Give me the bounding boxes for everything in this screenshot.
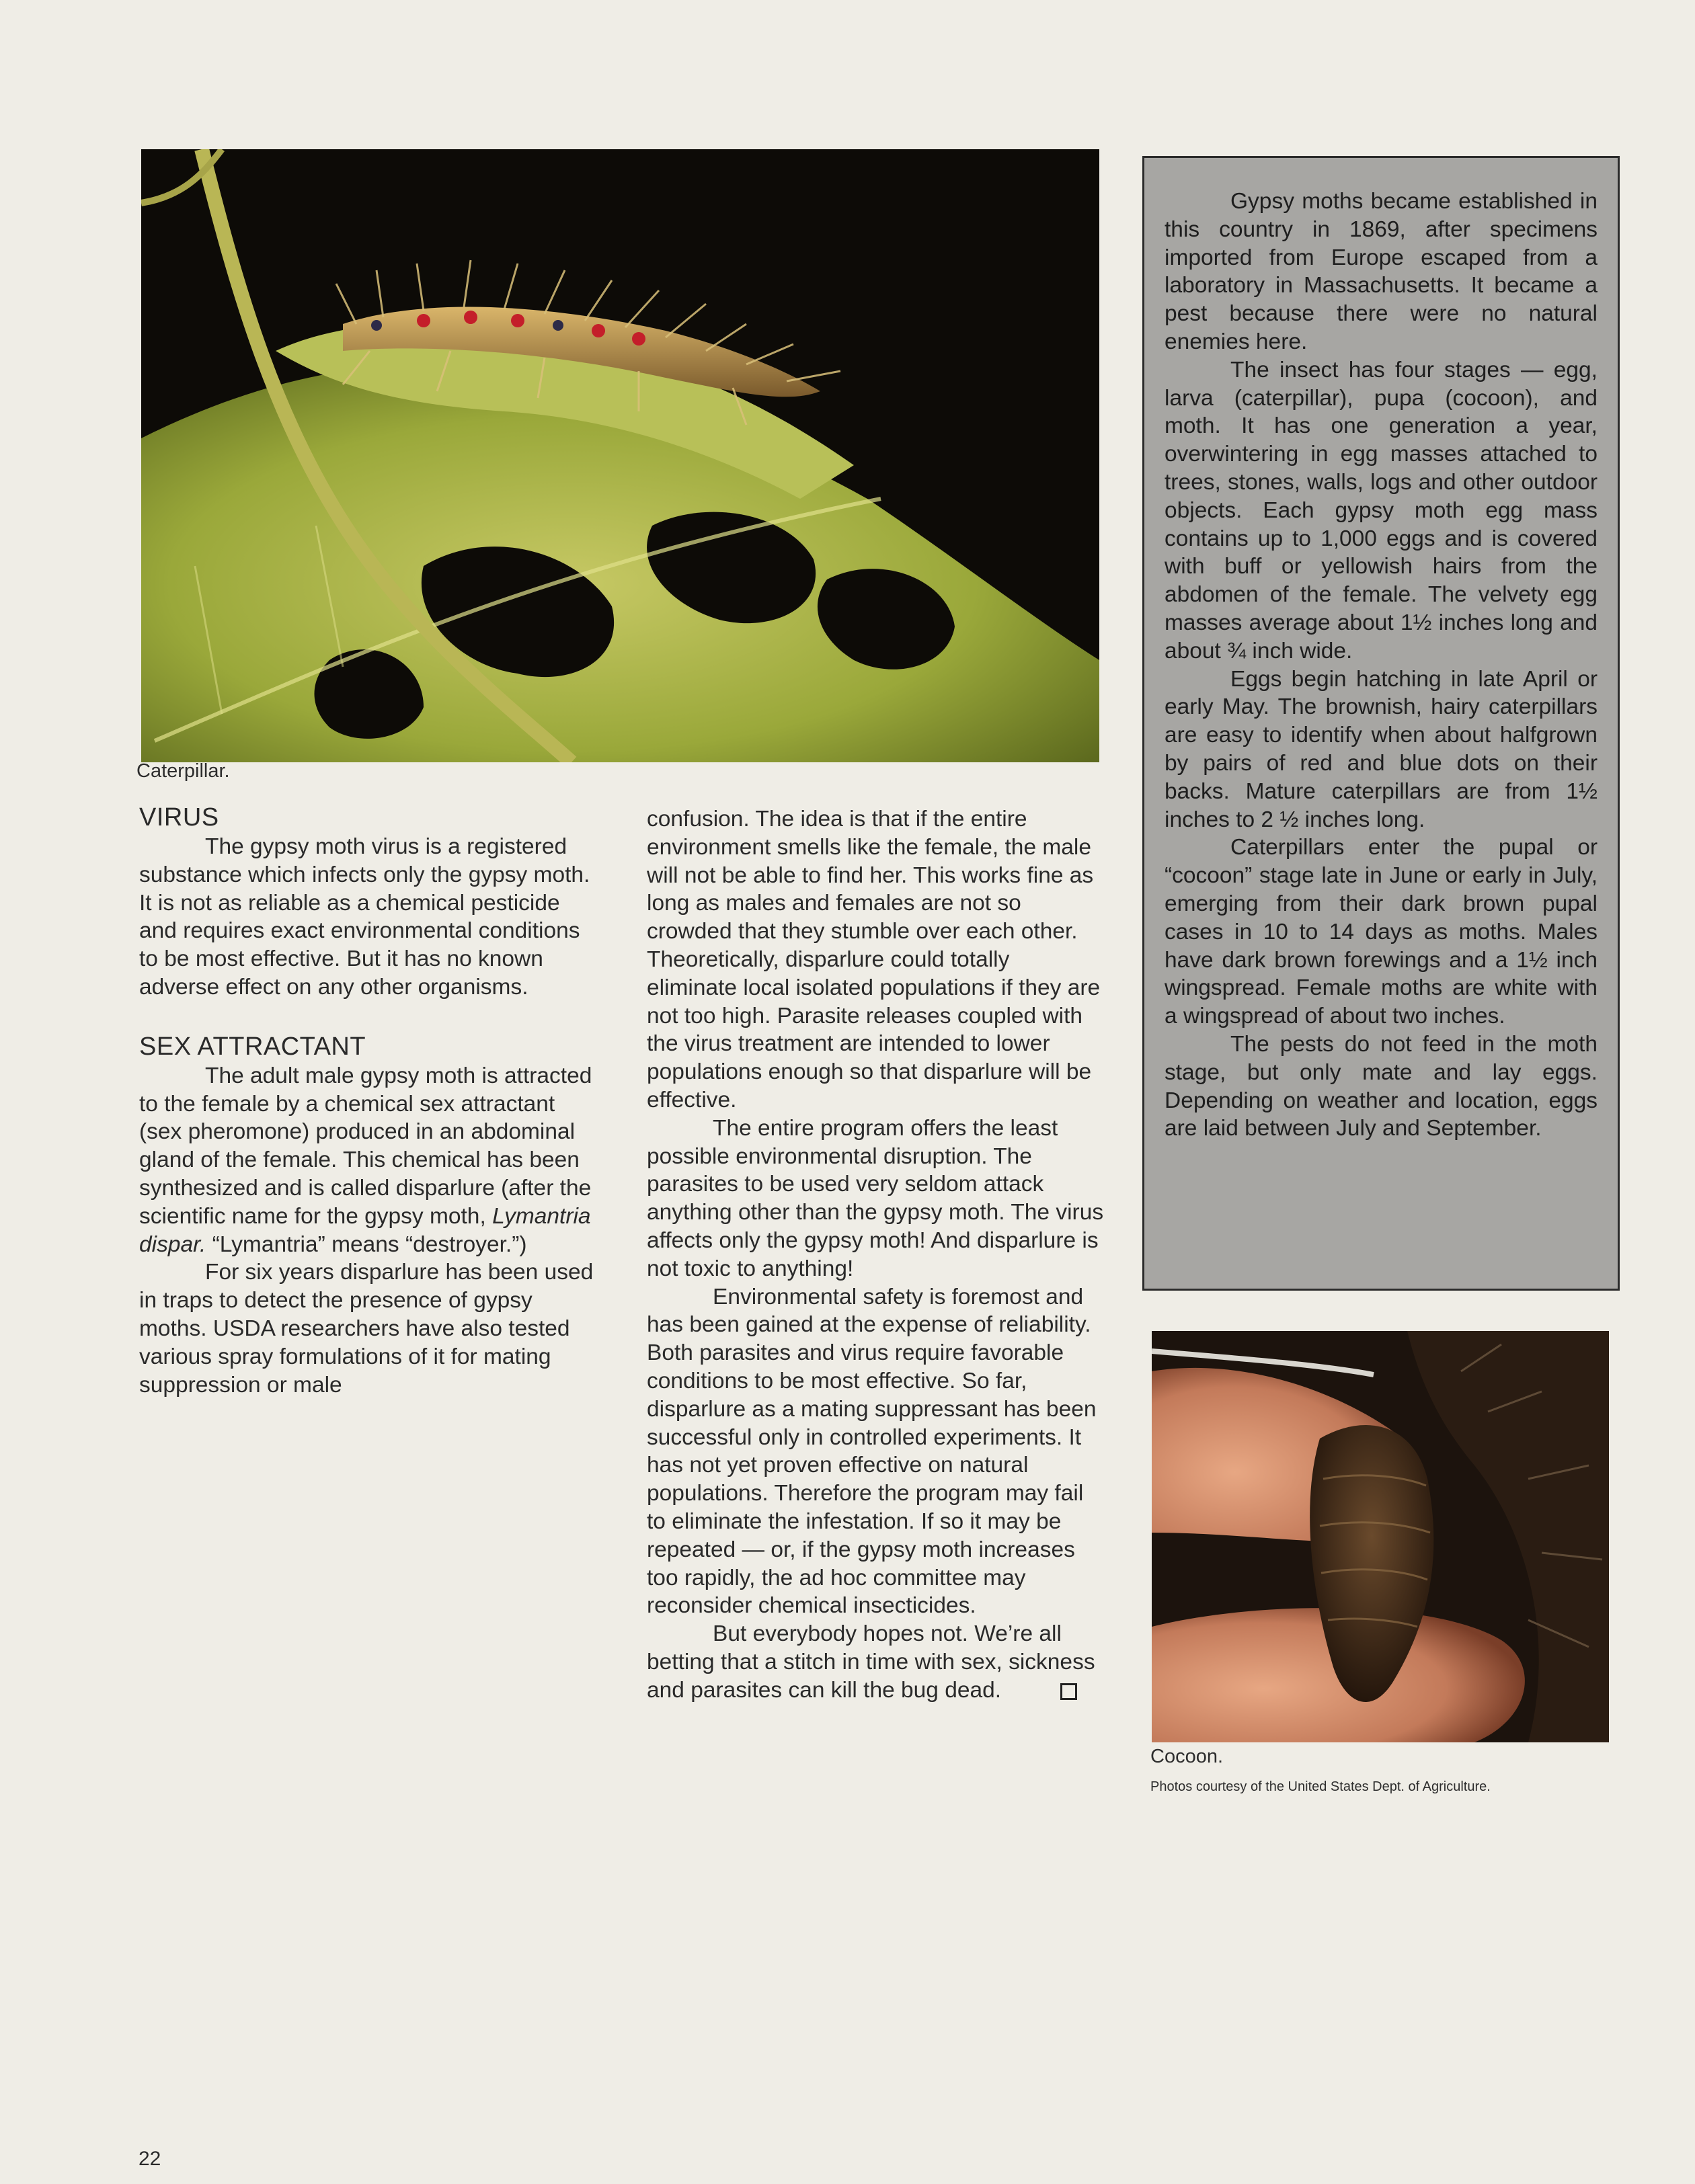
middle-paragraph-4 — [647, 1620, 1104, 1704]
virus-paragraph: The gypsy moth virus is a registered substance which infects only the gypsy moth. It is not as reliable as a chemical pesticide and requires exact environmental conditions to be most effective. But it has no known adverse effect on any other organisms. — [139, 834, 590, 1000]
sex-p1-text-end: “Lymantria” means “destroyer.”) — [206, 1231, 527, 1257]
photo-credit: Photos courtesy of the United States Dept. of Agriculture. — [1150, 1779, 1491, 1794]
caterpillar-caption: Caterpillar. — [136, 760, 230, 782]
sidebar-paragraph-1: Gypsy moths became established in this country in 1869, after specimens imported from Europe escaped from a laboratory in Massachusetts. It became a pest because there were no natural enemies here. — [1165, 189, 1598, 354]
cocoon-caption: Cocoon. — [1150, 1746, 1224, 1767]
middle-paragraph-1: confusion. The idea is that if the entire environment smells like the female, the male will not be able to find her. This works fine as long as males and females are not so crowded that they stumble over each other. Theoretically, disparlure could totally eliminate local isolated populations if they are not too high. Parasite releases coupled with the virus treatment are intended to lower populations enough so that disparlure will be effective. — [647, 807, 1101, 1113]
cocoon-photo — [1152, 1331, 1609, 1742]
sidebar-paragraph-4: Caterpillars enter the pupal or “cocoon” stage late in June or early in July, emerging from their dark brown pupal cases in 10 to 14 days as moths. Males have dark brown forewings and a 1½ inch wingspread. Female moths are white with a wingspread of about two inches. — [1165, 835, 1598, 1029]
disparlure-paragraph: For six years disparlure has been used in traps to detect the presence of gypsy moths. USDA researchers have also tested various spray formulations of it for mating suppression or male — [139, 1260, 594, 1398]
middle-column — [647, 805, 1104, 1705]
middle-paragraph-3: Environmental safety is foremost and has been gained at the expense of reliability. Both parasites and virus require favorable conditions to be most effective. So far, disparlure as a mating suppressant has been successful only in controlled experiments. It has not yet proven effective on natural populations. Therefore the program may fail to eliminate the infestation. If so it may be repeated — or, if the gypsy moth increases too rapidly, the ad hoc committee may reconsider chemical insecticides. — [647, 1284, 1097, 1619]
scientific-name: Lymantria dispar. — [139, 1203, 591, 1257]
cocoon-illustration — [1152, 1331, 1609, 1742]
sex-attractant-paragraph — [139, 1062, 596, 1259]
sex-p1-text: The adult male gypsy moth is attracted to the female by a chemical sex attractant (sex pheromone) produced in an abdominal gland of the female. This chemical has been synthesized and is called disparlure (after the scientific name for the gypsy moth, — [139, 1063, 592, 1229]
history-sidebar — [1142, 156, 1620, 1291]
page-number: 22 — [139, 2148, 161, 2170]
sidebar-paragraph-3: Eggs begin hatching in late April or early May. The brownish, hairy caterpillars are easy to identify when about halfgrown by pairs of red and blue dots on their backs. Mature caterpillars are from 1½ inches to 2 ½ inches long. — [1165, 666, 1598, 832]
middle-paragraph-2: The entire program offers the least possible environmental disruption. The parasites to be used very seldom attack anything other than the gypsy moth. The virus affects only the gypsy moth! And disparlure is not toxic to anything! — [647, 1115, 1104, 1281]
left-column — [139, 802, 596, 1399]
sidebar-paragraph-2: The insect has four stages — egg, larva (caterpillar), pupa (cocoon), and moth. It has one generation a year, overwintering in egg masses attached to trees, stones, walls, logs and other outdoor objects. Each gypsy moth egg mass contains up to 1,000 eggs and is covered with buff or yellowish hairs from the abdomen of the female. The velvety egg masses average about 1½ inches long and about ¾ inch wide. — [1165, 357, 1598, 663]
sex-attractant-heading: SEX ATTRACTANT — [139, 1032, 366, 1061]
caterpillar-photo — [141, 149, 1099, 762]
caterpillar-illustration — [141, 149, 1099, 762]
end-mark-icon — [1060, 1683, 1077, 1700]
sidebar-paragraph-5: The pests do not feed in the moth stage, but only mate and lay eggs. Depending on weather and location, eggs are laid between July and September. — [1165, 1031, 1598, 1141]
closing-text: But everybody hopes not. We’re all betting that a stitch in time with sex, sickness and parasites can kill the bug dead. — [647, 1621, 1095, 1703]
virus-heading: VIRUS — [139, 803, 219, 832]
